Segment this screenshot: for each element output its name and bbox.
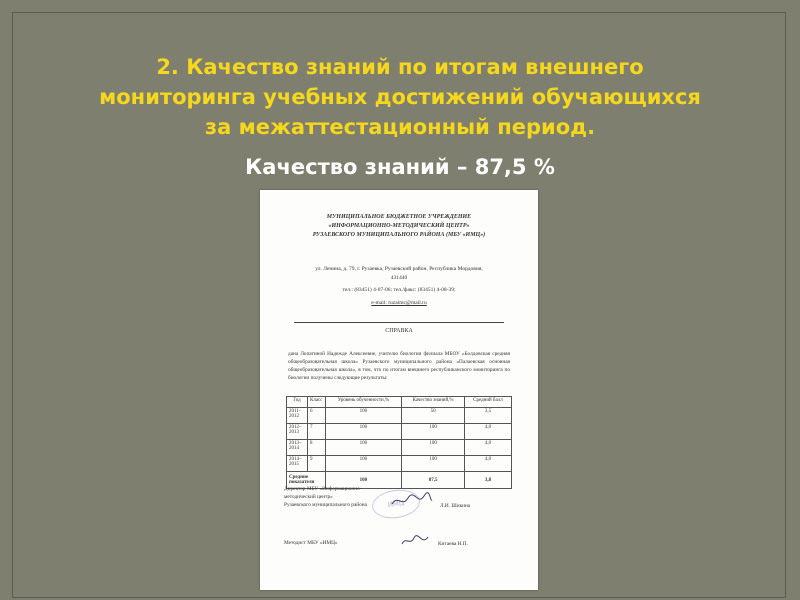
address-line: ул. Ленина, д. 79, г. Рузаевка, Рузаевский район, Республика Мордовия,: [315, 266, 483, 272]
table-cell: 4,0: [464, 456, 511, 472]
table-cell: 100: [402, 456, 465, 472]
table-cell: 7: [308, 424, 326, 440]
table-cell: 3,5: [464, 408, 511, 424]
table-row: [287, 440, 512, 456]
table-cell: 3,8: [464, 472, 511, 489]
table-cell: 4,0: [464, 440, 511, 456]
table-cell: 2013–2014: [287, 440, 308, 456]
org-line: «ИНФОРМАЦИОННО-МЕТОДИЧЕСКИЙ ЦЕНТР»: [328, 223, 470, 229]
table-cell: 100: [325, 424, 402, 440]
table-cell: 4,0: [464, 424, 511, 440]
title-line: мониторинга учебных достижений обучающихся: [99, 85, 701, 109]
email-line: e-mail: ruzaimc@mail.ru: [371, 300, 427, 306]
signature-line: методический центр»: [284, 494, 333, 500]
results-table: [286, 396, 512, 489]
slide-subtitle: Качество знаний – 87,5 %: [245, 155, 555, 179]
table-cell: 2014–2015: [287, 456, 308, 472]
table-cell: 100: [325, 472, 402, 489]
methodist-signature: [400, 534, 430, 548]
signature-line: Директор МБУ «Информационно-: [284, 486, 362, 492]
table-cell: 100: [325, 440, 402, 456]
table-cell: 2012–2013: [287, 424, 308, 440]
signature-line: Рузаевского муниципального района: [284, 502, 367, 508]
table-cell: 87,5: [402, 472, 465, 489]
org-line: МУНИЦИПАЛЬНОЕ БЮДЖЕТНОЕ УЧРЕЖДЕНИЕ: [326, 214, 472, 220]
methodist-name: Китаева Н.П.: [438, 541, 468, 547]
body-text: дана Лопатиной Надежде Алексеевне, учителю биологии филиала МБОУ «Болдовская средняя общеобразовательная школа» Рузаевского муниципального района «Палаевская основная общеобразовательная школа», в том, что по итогам внешнего республиканского мониторинга по биологии получены следующие результаты:: [288, 351, 510, 381]
table-cell: 6: [308, 408, 326, 424]
doc-type: СПРАВКА: [385, 328, 413, 334]
table-cell: 9: [308, 456, 326, 472]
table-cell: 50: [402, 408, 465, 424]
slide-title: [40, 52, 760, 142]
table-header-row: [287, 397, 512, 408]
address-line: тел.: (83451) 4-07-06; тел./факс: (83451) 4-08-39;: [342, 287, 456, 293]
title-line: за межаттестационный период.: [204, 115, 596, 139]
column-header: Средний балл: [464, 397, 511, 408]
table-row: [287, 424, 512, 440]
title-line: 2. Качество знаний по итогам внешнего: [156, 55, 644, 79]
address-line: 431440: [390, 275, 408, 281]
director-name: Л.И. Шикина: [440, 503, 471, 509]
column-header: Качество знаний,%: [402, 397, 465, 408]
table-cell: 2011–2012: [287, 408, 308, 424]
methodist-label: Методист МБУ «ИМЦ»: [284, 540, 338, 546]
director-signature: [390, 492, 434, 510]
seal-stamp: ИМЦ: [370, 487, 421, 521]
table-row: [287, 456, 512, 472]
column-header: Класс: [308, 397, 326, 408]
header-divider: [294, 322, 504, 323]
scanned-document: [260, 190, 538, 590]
table-cell: Средние показатели: [287, 472, 326, 489]
table-cell: 100: [325, 456, 402, 472]
table-cell: 100: [325, 408, 402, 424]
table-cell: 8: [308, 440, 326, 456]
table-row: [287, 408, 512, 424]
column-header: Уровень обученности,%: [325, 397, 402, 408]
table-cell: 100: [402, 440, 465, 456]
table-cell: 100: [402, 424, 465, 440]
column-header: Год: [287, 397, 308, 408]
org-line: РУЗАЕВСКОГО МУНИЦИПАЛЬНОГО РАЙОНА (МБУ «ИМЦ»): [312, 232, 486, 238]
